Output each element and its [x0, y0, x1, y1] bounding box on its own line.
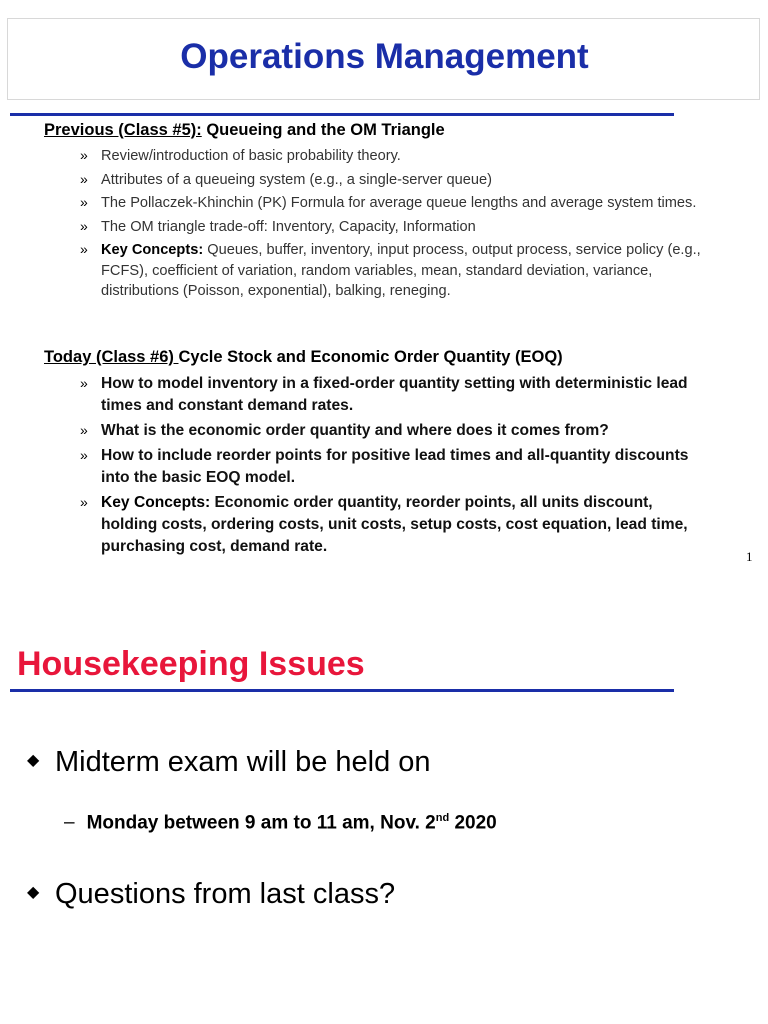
diamond-bullet-icon: ◆	[27, 752, 40, 769]
title-divider	[10, 113, 674, 116]
key-concepts-label: Key Concepts:	[101, 242, 204, 258]
bullet-midterm: ◆ Midterm exam will be held on	[27, 746, 431, 778]
slide-title: Operations Management	[180, 37, 589, 76]
list-item: » Review/introduction of basic probability theory.	[80, 147, 401, 164]
dash-bullet-icon: –	[64, 812, 75, 834]
key-concepts-label: Key Concepts:	[101, 494, 211, 511]
today-class-topic: Cycle Stock and Economic Order Quantity (EOQ)	[178, 348, 563, 366]
bullet-questions: ◆ Questions from last class?	[27, 878, 396, 910]
list-item: » What is the economic order quantity and where does it comes from?	[80, 422, 609, 439]
list-item: » The OM triangle trade-off: Inventory, Capacity, Information	[80, 217, 476, 235]
page-number: 1	[746, 549, 753, 564]
previous-class-list	[80, 146, 705, 305]
list-item: » How to include reorder points for positive lead times and all-quantity discounts into the basic EOQ model.	[80, 447, 689, 486]
title-divider	[10, 689, 674, 692]
today-class-list	[80, 373, 705, 561]
list-item: » Attributes of a queueing system (e.g., a single-server queue)	[80, 170, 492, 188]
list-item: » How to model inventory in a fixed-order quantity setting with deterministic lead times and constant demand rates.	[80, 375, 688, 414]
today-class-label: Today (Class #6)	[44, 348, 179, 366]
diamond-bullet-icon: ◆	[27, 884, 40, 901]
list-item: » Key Concepts: Queues, buffer, inventory, input process, output process, service policy (e.g., FCFS), coefficient of variation, random variables, mean, standard deviation, variance, distributions (Poisson, exponential), balking, reneging.	[80, 241, 701, 299]
slide-title-housekeeping: Housekeeping Issues	[17, 645, 365, 683]
sub-bullet-exam-time: – Monday between 9 am to 11 am, Nov. 2nd 2020	[64, 812, 497, 834]
slide-title-box	[7, 18, 760, 100]
previous-class-heading	[44, 121, 445, 140]
today-class-heading	[44, 348, 563, 367]
previous-class-topic: Queueing and the OM Triangle	[201, 121, 445, 139]
previous-class-label: Previous (Class #5):	[44, 121, 202, 139]
list-item: » The Pollaczek-Khinchin (PK) Formula for average queue lengths and average system times.	[80, 194, 697, 211]
list-item: » Key Concepts: Economic order quantity, reorder points, all units discount, holding costs, ordering costs, unit costs, setup costs, cost equation, lead time, purchasing cost, demand rate.	[80, 494, 688, 555]
